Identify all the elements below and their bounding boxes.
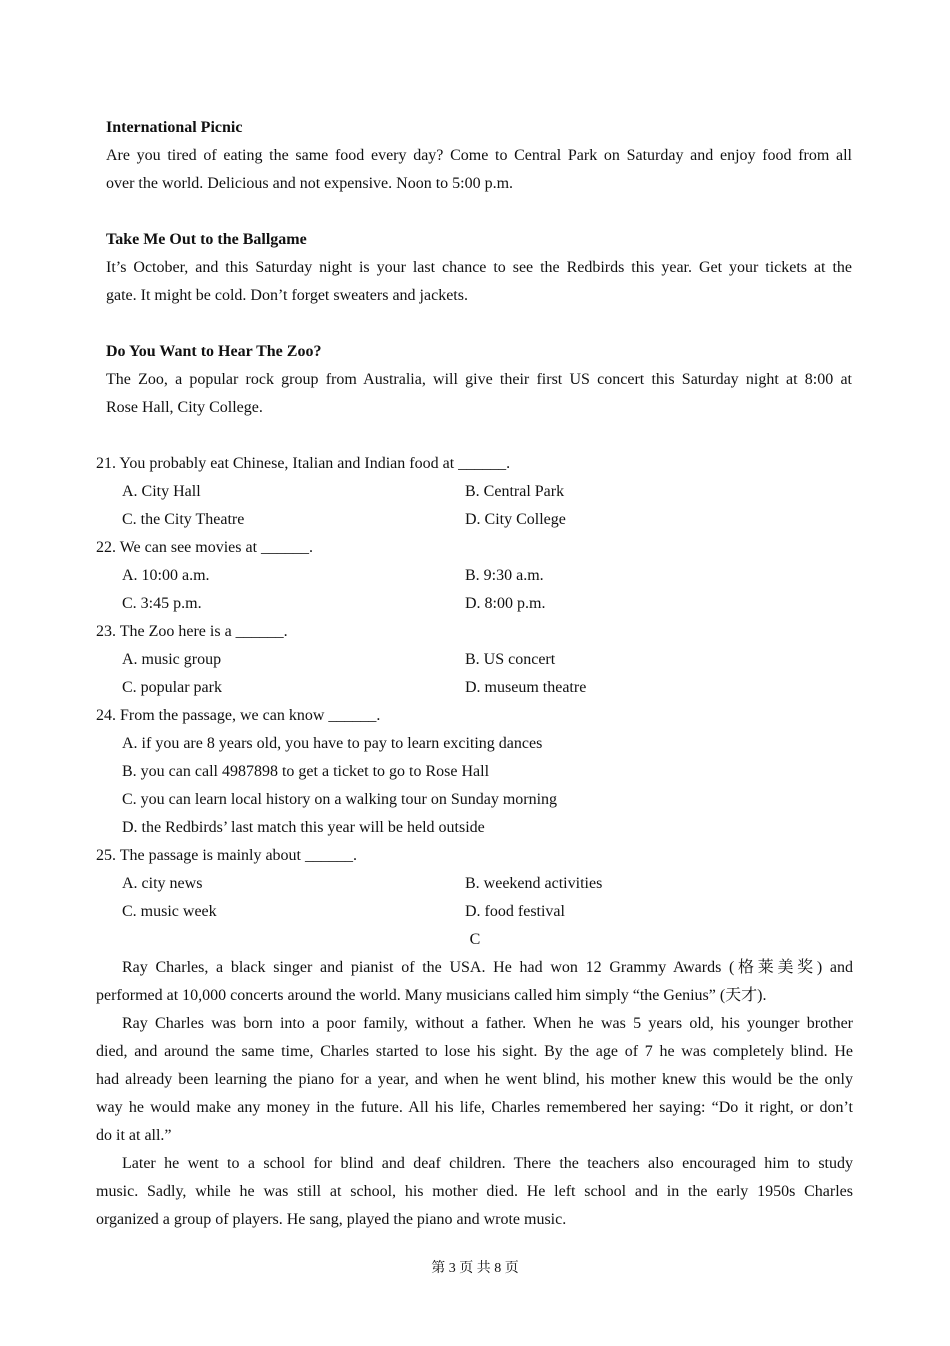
question-21-stem: 21. You probably eat Chinese, Italian and Indian food at ______.	[96, 455, 511, 472]
passage-line: organized a group of players. He sang, played the piano and wrote music.	[96, 1211, 567, 1228]
question-24-option-c: C. you can learn local history on a walking tour on Sunday morning	[122, 791, 558, 808]
question-22-stem: 22. We can see movies at ______.	[96, 539, 314, 556]
ad-title-ballgame: Take Me Out to the Ballgame	[106, 231, 307, 248]
question-22-option-a: A. 10:00 a.m.	[122, 567, 210, 584]
question-25-stem: 25. The passage is mainly about ______.	[96, 847, 357, 864]
question-24-option-d: D. the Redbirds’ last match this year will be held outside	[122, 819, 485, 836]
passage-line: Ray Charles, a black singer and pianist of the USA. He had won 12 Grammy Awards (格莱美奖) and	[122, 959, 853, 976]
ad-title-international-picnic: International Picnic	[106, 119, 243, 136]
question-24-stem: 24. From the passage, we can know ______.	[96, 707, 381, 724]
question-23-option-c: C. popular park	[122, 679, 222, 696]
question-21-option-d: D. City College	[465, 511, 566, 528]
passage-line: died, and around the same time, Charles started to lose his sight. By the age of 7 he was completely blind. He	[96, 1043, 853, 1060]
question-24-option-a: A. if you are 8 years old, you have to pay to learn exciting dances	[122, 735, 543, 752]
question-21-option-a: A. City Hall	[122, 483, 201, 500]
passage-line: Later he went to a school for blind and deaf children. There the teachers also encouraged him to study	[122, 1155, 853, 1172]
ad-text-line: gate. It might be cold. Don’t forget sweaters and jackets.	[106, 287, 468, 304]
question-22-option-c: C. 3:45 p.m.	[122, 595, 202, 612]
question-23-option-b: B. US concert	[465, 651, 556, 668]
question-25-option-d: D. food festival	[465, 903, 565, 920]
passage-line: do it at all.”	[96, 1127, 172, 1144]
question-21-option-c: C. the City Theatre	[122, 511, 245, 528]
question-22-option-d: D. 8:00 p.m.	[465, 595, 546, 612]
ad-text-line: Are you tired of eating the same food every day? Come to Central Park on Saturday and enjoy food from all	[106, 147, 852, 164]
question-24-option-b: B. you can call 4987898 to get a ticket to go to Rose Hall	[122, 763, 490, 780]
page-number-footer: 第 3 页 共 8 页	[431, 1261, 519, 1276]
ad-text-line: over the world. Delicious and not expensive. Noon to 5:00 p.m.	[106, 175, 514, 192]
question-21-option-b: B. Central Park	[465, 483, 565, 500]
question-25-option-c: C. music week	[122, 903, 217, 920]
question-23-stem: 23. The Zoo here is a ______.	[96, 623, 288, 640]
passage-line: way he would make any money in the future. All his life, Charles remembered her saying: “Do it right, or don’t	[96, 1099, 853, 1116]
passage-line: performed at 10,000 concerts around the world. Many musicians called him simply “the Genius” (天才).	[96, 987, 767, 1004]
ad-text-line: Rose Hall, City College.	[106, 399, 263, 416]
question-25-option-b: B. weekend activities	[465, 875, 603, 892]
passage-line: music. Sadly, while he was still at school, his mother died. He left school and in the early 1950s Charles	[96, 1183, 853, 1200]
ad-text-line: It’s October, and this Saturday night is your last chance to see the Redbirds this year. Get your tickets at the	[106, 259, 852, 276]
question-23-option-a: A. music group	[122, 651, 222, 668]
ad-text-line: The Zoo, a popular rock group from Australia, will give their first US concert this Saturday night at 8:00 at	[106, 371, 852, 388]
question-22-option-b: B. 9:30 a.m.	[465, 567, 544, 584]
section-c-heading: C	[469, 931, 481, 948]
ad-title-the-zoo: Do You Want to Hear The Zoo?	[106, 343, 322, 360]
passage-line: had already been learning the piano for a year, and when he went blind, his mother knew this would be the only	[96, 1071, 853, 1088]
passage-line: Ray Charles was born into a poor family, without a father. When he was 5 years old, his younger brother	[122, 1015, 853, 1032]
question-23-option-d: D. museum theatre	[465, 679, 587, 696]
question-25-option-a: A. city news	[122, 875, 203, 892]
